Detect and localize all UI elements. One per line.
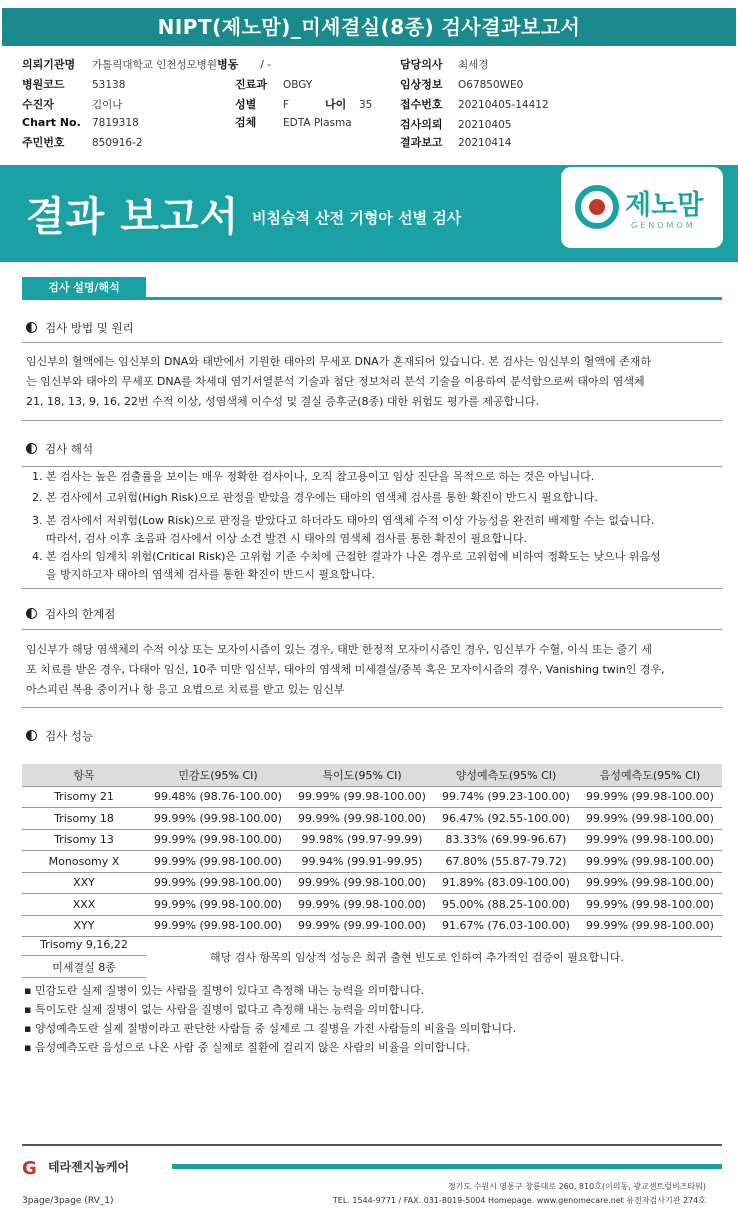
chart-label: Chart No. <box>22 116 81 129</box>
clinical-value: O67850WE0 <box>458 79 524 91</box>
column-header: 특이도(95% CI) <box>290 764 434 786</box>
extra-item: 미세결실 8종 <box>52 961 116 974</box>
table-row: Trisomy 18 99.99% (99.98-100.00) 99.99% (99.98-100.00) 96.47% (92.55-100.00) 99.99% (99.98-100.00) <box>22 808 722 830</box>
age-value: 35 <box>359 99 373 111</box>
divider <box>22 466 722 467</box>
id-value: 850916-2 <box>92 137 143 149</box>
report-date-label: 결과보고 <box>400 136 443 149</box>
half-circle-icon <box>26 443 37 454</box>
chart-value: 7819318 <box>92 117 139 129</box>
column-header: 양성예측도(95% CI) <box>434 764 578 786</box>
limits-heading: 검사의 한계점 <box>26 606 115 622</box>
method-text: 임신부의 혈액에는 임신부의 DNA와 태반에서 기원한 태아의 무세포 DNA가 혼재되어 있습니다. 본 검사는 임신부의 혈액에 존재하 는 임신부와 태아의 무세포 DNA를 차세대 염기서열분석 기술과 첨단 정보처리 분석 기술을 이용하여 분석함으로써 태아의 염색체 21, 18, 13, 9, 16, 22번 수적 이상, 성염색체 이수성 및 결실 증후군(8종) 대한 위험도 평가를 제공합니다. <box>26 355 652 408</box>
list-item: ▪ 양성예측도란 실제 질병이라고 판단한 사람들 중 실제로 그 질병을 가진 사람들의 비율을 의미합니다. <box>24 1022 517 1035</box>
footer-divider <box>22 1144 722 1146</box>
specimen-label: 검체 <box>235 116 257 129</box>
age-label: 나이 <box>325 98 347 111</box>
extra-item: Trisomy 9,16,22 <box>40 938 128 951</box>
clinical-label: 임상정보 <box>400 78 443 91</box>
hospital-label: 의뢰기관명 <box>22 58 76 71</box>
table-note-row <box>22 936 722 978</box>
request-label: 검사의뢰 <box>400 118 443 131</box>
performance-table <box>22 764 722 937</box>
method-heading: 검사 방법 및 원리 <box>26 320 134 336</box>
list-item: ▪ 특이도란 실제 질병이 없는 사람을 질병이 없다고 측정해 내는 능력을 의미합니다. <box>24 1003 425 1016</box>
footer-accent-bar <box>172 1164 722 1169</box>
ward-label: 병동 <box>217 58 239 71</box>
doctor-value: 최세경 <box>458 59 489 71</box>
table-row: Trisomy 13 99.99% (99.98-100.00) 99.98% (99.97-99.99) 83.33% (69.99-96.67) 99.99% (99.98-100.00) <box>22 829 722 851</box>
divider <box>22 420 722 421</box>
request-value: 20210405 <box>458 119 512 131</box>
column-header: 민감도(95% CI) <box>146 764 290 786</box>
extra-message: 해당 검사 항목의 임상적 성능은 희귀 출현 빈도로 인하여 추가적인 검증이 필요합니다. <box>210 951 624 964</box>
banner-subtitle: 비침습적 산전 기형아 선별 검사 <box>252 209 462 227</box>
table-row: XXX 99.99% (99.98-100.00) 99.99% (99.98-100.00) 95.00% (88.25-100.00) 99.99% (99.98-100.00) <box>22 894 722 916</box>
accept-label: 접수번호 <box>400 98 443 111</box>
company-address: 경기도 수원시 영통구 창룡대로 260, 810호(이의동, 광교센트럴비즈타워) TEL. 1544-9771 / FAX. 031-8019-5004 Homepage. www.genomecare.net 유전자검사기관 274호 <box>332 1182 706 1205</box>
table-row: Monosomy X 99.99% (99.98-100.00) 99.94% (99.91-99.95) 67.80% (55.87-79.72) 99.99% (99.98-100.00) <box>22 851 722 873</box>
ward-value: / - <box>260 59 271 71</box>
genomom-logo <box>561 167 723 248</box>
id-label: 주민번호 <box>22 136 65 149</box>
hospital-value: 가톨릭대학교 인천성모병원 <box>92 59 218 71</box>
definitions-list <box>24 981 516 1057</box>
report-date-value: 20210414 <box>458 137 512 149</box>
divider <box>22 588 722 589</box>
banner-title: 결과 보고서 <box>26 194 240 240</box>
company-logo-icon: G <box>22 1158 37 1179</box>
code-value: 53138 <box>92 79 126 91</box>
table-row: XXY 99.99% (99.98-100.00) 99.99% (99.98-100.00) 91.89% (83.09-100.00) 99.99% (99.98-100.00) <box>22 872 722 894</box>
specimen-value: EDTA Plasma <box>283 117 352 129</box>
divider <box>22 342 722 343</box>
logo-name: 제노맘 <box>625 190 704 221</box>
column-header: 항목 <box>22 764 146 786</box>
dept-value: OBGY <box>283 79 313 91</box>
sex-value: F <box>283 99 290 111</box>
logo-en: GENOMOM <box>631 221 696 230</box>
page-number: 3page/3page (RV_1) <box>22 1196 114 1206</box>
section-tab: 검사 설명/해석 <box>22 277 146 298</box>
company-logo: G테라젠지놈케어 <box>22 1158 130 1179</box>
patient-label: 수진자 <box>22 98 54 111</box>
half-circle-icon <box>26 730 37 741</box>
list-item: ▪ 음성예측도란 음성으로 나온 사람 중 실제로 질환에 걸리지 않은 사람의 비율을 의미합니다. <box>24 1041 471 1054</box>
patient-info <box>22 56 722 152</box>
divider <box>22 629 722 630</box>
performance-heading: 검사 성능 <box>26 728 93 744</box>
doctor-label: 담당의사 <box>400 58 443 71</box>
accept-value: 20210405-14412 <box>458 99 549 111</box>
divider <box>22 707 722 708</box>
patient-value: 김이나 <box>92 99 123 111</box>
code-label: 병원코드 <box>22 78 65 91</box>
interp-heading: 검사 해석 <box>26 441 93 457</box>
list-item: ▪ 민감도란 실제 질병이 있는 사람을 질병이 있다고 측정해 내는 능력을 의미합니다. <box>24 984 425 997</box>
column-header: 음성예측도(95% CI) <box>578 764 722 786</box>
interp-list: 1. 본 검사는 높은 검출률을 보이는 매우 정확한 검사이나, 오직 참고용이고 임상 진단을 목적으로 하는 것은 아닙니다. 2. 본 검사에서 고위험(High Risk)으로 판정을 받았을 경우에는 태아의 염색체 검사를 통한 확진이 반드시 필요합니다. 3. 본 검사에서 저위험(Low Risk)으로 판정을 받았다고 하더라도 태아의 염색체 수적 이상 가능성을 완전히 배제할 수는 없습니다. 따라서, 검사 이후 초음파 검사에서 이상 소견 발견 시 태아의 염색체 검사를 통한 확진이 필요합니다. 4. 본 검사의 임계치 위험(Critical Risk)은 고위험 기준 수치에 근접한 결과가 나온 경우로 고위험에 비하여 정확도는 낮으나 위음성 을 방지하고자 태아의 염색체 검사를 통한 확진이 반드시 필요합니다. <box>32 470 661 581</box>
table-row: XYY 99.99% (99.98-100.00) 99.99% (99.99-100.00) 91.67% (76.03-100.00) 99.99% (99.98-100.00) <box>22 915 722 937</box>
genomom-emblem-icon <box>575 185 619 229</box>
table-header-row <box>22 764 722 786</box>
section-divider <box>22 297 722 300</box>
table-row: Trisomy 21 99.48% (98.76-100.00) 99.99% (99.98-100.00) 99.74% (99.23-100.00) 99.99% (99.98-100.00) <box>22 786 722 808</box>
report-title: NIPT(제노맘)_미세결실(8종) 검사결과보고서 <box>2 8 736 46</box>
half-circle-icon <box>26 608 37 619</box>
dept-label: 진료과 <box>235 78 267 91</box>
half-circle-icon <box>26 322 37 333</box>
limits-text: 임신부가 해당 염색체의 수적 이상 또는 모자이시즘이 있는 경우, 태반 한정적 모자이시즘인 경우, 임신부가 수혈, 이식 또는 줄기 세 포 치료를 받은 경우, 다태아 임신, 10주 미만 임신부, 태아의 염색체 미세결실/중복 혹은 모자이시즘의 경우, Vanishing twin인 경우, 아스피린 복용 중이거나 항 응고 요법으로 치료를 받고 있는 임신부 <box>26 643 665 696</box>
sex-label: 성별 <box>235 98 257 111</box>
